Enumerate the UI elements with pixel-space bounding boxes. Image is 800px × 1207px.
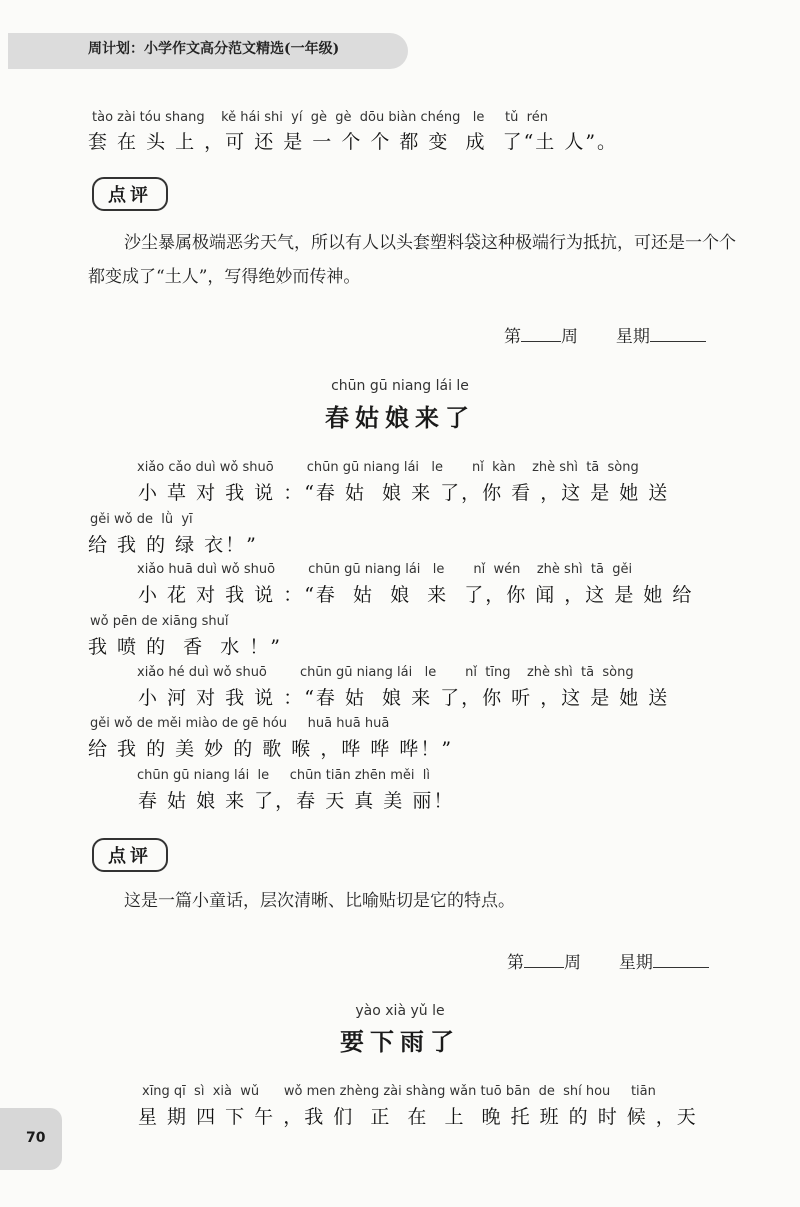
- comment-badge: 点评: [92, 838, 168, 872]
- pinyin-line: xiǎo hé duì wǒ shuō chūn gū niang lái le nǐ tīng zhè shì tā sòng: [137, 665, 634, 680]
- book-title: 周计划：小学作文高分范文精选(一年级): [88, 41, 340, 57]
- article-title: 春姑娘来了: [325, 403, 475, 432]
- text-line: 星 期 四 下 午 ，我 们 正 在 上 晚 托 班 的 时 候 ，天: [138, 1106, 698, 1128]
- article-title: 要下雨了: [340, 1027, 460, 1056]
- weekday-blank: [653, 953, 709, 968]
- text-line: 给 我 的 绿 衣！”: [88, 534, 258, 556]
- text-line: 我 喷 的 香 水 ！”: [88, 636, 282, 658]
- weekday-label: 星期: [618, 953, 653, 973]
- comment-text: 沙尘暴属极端恶劣天气，所以有人以头套塑料袋这种极端行为抵抗，可还是一个个都变成了“土人”，写得绝妙而传神。: [88, 233, 736, 287]
- week-label-di: 第: [504, 327, 521, 347]
- week-marker: [507, 948, 709, 973]
- week-label-zhou: 周: [561, 327, 578, 347]
- week-marker: [504, 322, 706, 347]
- title-pinyin: yào xià yǔ le: [355, 1003, 445, 1019]
- page-number: 70: [26, 1130, 46, 1146]
- title-pinyin: chūn gū niang lái le: [331, 378, 469, 394]
- weekday-blank: [650, 327, 706, 342]
- pinyin-line: gěi wǒ de lǜ yī: [90, 512, 193, 527]
- comment-badge: 点评: [92, 177, 168, 211]
- text-line: 春 姑 娘 来 了，春 天 真 美 丽！: [138, 790, 455, 812]
- week-label-di: 第: [507, 953, 524, 973]
- comment-text: 这是一篇小童话，层次清晰、比喻贴切是它的特点。: [124, 891, 515, 911]
- pinyin-line: xīng qī sì xià wǔ wǒ men zhèng zài shàng wǎn tuō bān de shí hou tiān: [142, 1084, 656, 1099]
- pinyin-line: xiǎo huā duì wǒ shuō chūn gū niang lái le nǐ wén zhè shì tā gěi: [137, 562, 633, 577]
- text-line: 小 花 对 我 说 ：“春 姑 娘 来 了，你 闻 ，这 是 她 给: [138, 584, 694, 606]
- weekday-label: 星期: [615, 327, 650, 347]
- text-line: 给 我 的 美 妙 的 歌 喉 ，哗 哗 哗！”: [88, 738, 454, 760]
- text-line: 套 在 头 上 ，可 还 是 一 个 个 都 变 成 了“土 人”。: [88, 131, 619, 153]
- pinyin-line: tào zài tóu shang kě hái shi yí gè gè dōu biàn chéng le tǔ rén: [92, 110, 548, 125]
- text-line: 小 草 对 我 说 ：“春 姑 娘 来 了，你 看 ，这 是 她 送: [138, 482, 670, 504]
- week-blank: [521, 327, 561, 342]
- week-blank: [524, 953, 564, 968]
- week-label-zhou: 周: [564, 953, 581, 973]
- pinyin-line: gěi wǒ de měi miào de gē hóu huā huā huā: [90, 716, 390, 731]
- pinyin-line: chūn gū niang lái le chūn tiān zhēn měi lì: [137, 768, 431, 783]
- text-line: 小 河 对 我 说 ：“春 姑 娘 来 了，你 听 ，这 是 她 送: [138, 687, 670, 709]
- pinyin-line: xiǎo cǎo duì wǒ shuō chūn gū niang lái le nǐ kàn zhè shì tā sòng: [137, 460, 639, 475]
- pinyin-line: wǒ pēn de xiāng shuǐ: [90, 614, 229, 629]
